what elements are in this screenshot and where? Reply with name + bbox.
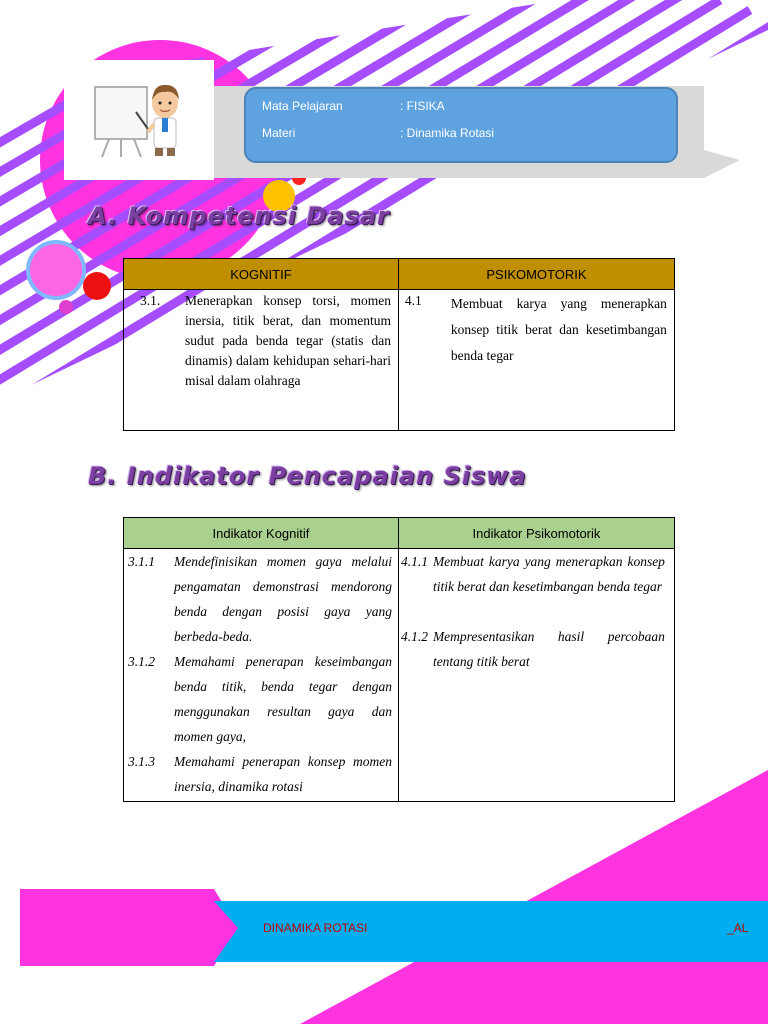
subject-info-box — [244, 87, 678, 163]
indikator-text: Membuat karya yang menerapkan konsep titik berat dan kesetimbangan benda tegar — [432, 554, 665, 594]
indikator-number: 4.1.1 — [400, 554, 428, 569]
indikator-table — [123, 517, 675, 802]
cell-kognitif — [124, 290, 399, 431]
kompetensi-dasar-table — [123, 258, 675, 431]
indikator-number: 3.1.3 — [128, 754, 155, 769]
kd-kognitif-number: 3.1. — [140, 293, 161, 308]
pink-dot — [59, 300, 73, 314]
section-a-title: A. Kompetensi Dasar — [88, 202, 390, 230]
header-kognitif: KOGNITIF — [124, 259, 399, 290]
magenta-banner — [20, 889, 238, 966]
red-dot — [83, 272, 111, 300]
cell-psikomotorik — [398, 290, 674, 431]
footer-title: DINAMIKA ROTASI — [263, 921, 368, 935]
header-psikomotorik: PSIKOMOTORIK — [398, 259, 674, 290]
indikator-number: 3.1.2 — [128, 654, 155, 669]
section-b-title: B. Indikator Pencapaian Siswa — [88, 462, 527, 490]
cell-indikator-kognitif — [124, 549, 399, 802]
indikator-text: Memahami penerapan keseimbangan benda titik, benda tegar dengan menggunakan resultan gaya dan momen gaya, — [174, 654, 392, 744]
indikator-number: 4.1.2 — [400, 629, 428, 644]
mata-pelajaran-value: : FISIKA — [400, 99, 445, 113]
pink-ring — [28, 242, 84, 298]
indikator-number: 3.1.1 — [128, 554, 155, 569]
materi-value: : Dinamika Rotasi — [400, 126, 495, 140]
magenta-triangle-bottom — [300, 770, 768, 1024]
indikator-text: Mendefinisikan momen gaya melalui pengamatan demonstrasi mendorong benda dengan posisi gaya yang berbeda-beda. — [174, 554, 392, 644]
kd-psikomotorik-text: Membuat karya yang menerapkan konsep titik berat dan kesetimbangan benda tegar — [450, 296, 667, 363]
indikator-item — [128, 649, 392, 749]
kd-psikomotorik-number: 4.1 — [404, 293, 422, 308]
kd-kognitif-text: Menerapkan konsep torsi, momen inersia, titik berat, dan momentum sudut pada benda tegar (statis dan dinamis) dalam kehidupan sehari-hari misal dalam olahraga — [185, 293, 391, 388]
indikator-text: Mempresentasikan hasil percobaan tentang titik berat — [432, 629, 665, 669]
indikator-item — [401, 624, 665, 674]
gray-shape — [704, 150, 740, 178]
teacher-presentation-icon — [64, 60, 214, 180]
mata-pelajaran-label: Mata Pelajaran — [262, 99, 343, 113]
cell-indikator-psikomotorik — [398, 549, 674, 802]
header-indikator-psikomotorik: Indikator Psikomotorik — [398, 518, 674, 549]
materi-label: Materi — [262, 126, 296, 140]
indikator-item — [128, 549, 392, 649]
teacher-illustration-card — [64, 60, 214, 180]
indikator-item — [401, 549, 665, 599]
indikator-text: Memahami penerapan konsep momen inersia, dinamika rotasi — [174, 754, 392, 794]
footer-author: _AL — [727, 921, 749, 935]
header-indikator-kognitif: Indikator Kognitif — [124, 518, 399, 549]
indikator-item — [128, 749, 392, 799]
